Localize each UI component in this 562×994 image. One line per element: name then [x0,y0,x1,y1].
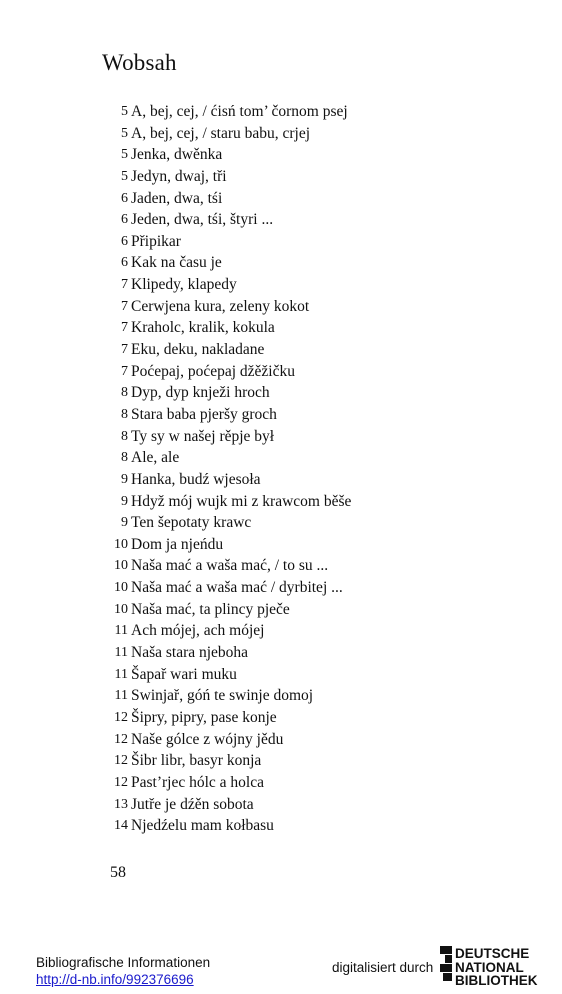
toc-entry [100,426,420,448]
toc-entry [100,729,420,751]
toc-entry-page: 11 [114,688,128,704]
toc-entry [100,815,420,837]
toc-entry-title: Ty sy w našej rěpje był [131,427,275,445]
toc-entry-page: 5 [121,168,128,184]
dnb-logo-line: DEUTSCHE [455,946,530,961]
toc-entry-page: 7 [121,342,128,358]
toc-entry [100,469,420,491]
toc-entry-page: 6 [121,233,128,249]
page-title: Wobsah [102,50,177,75]
toc-entry [100,599,420,621]
toc-entry [100,252,420,274]
toc-entry [100,642,420,664]
dnb-logo-wordmark [455,947,538,988]
toc-entry-page: 9 [121,515,128,531]
toc-entry-title: Šipry, pipry, pase konje [131,708,277,726]
digitized-by-label: digitalisiert durch [332,960,434,975]
toc-entry [100,296,420,318]
table-of-contents [100,101,420,837]
toc-entry-page: 8 [121,428,128,444]
toc-entry [100,664,420,686]
toc-entry-title: Jenka, dwěnka [131,146,223,164]
toc-entry-page: 6 [121,212,128,228]
toc-entry [100,534,420,556]
toc-entry [100,491,420,513]
toc-entry-title: Klipedy, klapedy [131,276,237,294]
toc-entry [100,166,420,188]
toc-entry-title: Ale, ale [131,449,180,467]
toc-entry-page: 12 [114,731,128,747]
toc-entry [100,209,420,231]
toc-entry-title: Šapař wari muku [131,665,237,683]
toc-entry-page: 8 [121,385,128,401]
toc-entry [100,512,420,534]
toc-entry [100,274,420,296]
toc-entry-title: Cerwjena kura, zeleny kokot [131,297,310,315]
dnb-logo-line: BIBLIOTHEK [455,973,538,988]
toc-entry-title: Poćepaj, poćepaj džěžičku [131,362,295,380]
toc-entry [100,750,420,772]
toc-entry-title: A, bej, cej, / ćisń tom’ čornom psej [131,103,348,120]
toc-entry-page: 14 [114,818,128,834]
toc-entry [100,144,420,166]
toc-entry-page: 6 [121,190,128,206]
toc-entry-title: Naša mać a waša mać, / to su ... [131,557,329,575]
toc-entry-page: 12 [114,753,128,769]
dnb-logo [440,946,538,990]
toc-entry-page: 12 [114,709,128,725]
toc-entry-page: 9 [121,493,128,509]
toc-entry [100,794,420,816]
toc-entry-page: 11 [114,623,128,639]
toc-entry-page: 7 [121,277,128,293]
toc-entry [100,317,420,339]
toc-entry-page: 10 [114,558,128,574]
toc-entry [100,620,420,642]
toc-entry-page: 7 [121,298,128,314]
bibliographic-info-label: Bibliografische Informationen [36,955,211,970]
toc-entry-title: Swinjař, góń te swinje domoj [131,687,314,705]
toc-entry-title: A, bej, cej, / staru babu, crjej [131,124,311,142]
toc-entry [100,577,420,599]
toc-entry-title: Naša stara njeboha [131,644,249,662]
toc-entry-title: Jeden, dwa, tśi, štyri ... [131,211,274,229]
toc-entry-page: 10 [114,601,128,617]
toc-entry-title: Naše gólce z wójny jědu [131,730,284,748]
toc-entry [100,101,420,123]
toc-entry [100,685,420,707]
toc-entry-page: 12 [114,774,128,790]
toc-entry-title: Naša mać a waša mać / dyrbitej ... [131,579,343,597]
toc-entry-title: Naša mać, ta plincy pječe [131,600,290,618]
toc-entry-title: Kak na času je [131,254,222,272]
toc-entry [100,123,420,145]
toc-entry-title: Šibr libr, basyr konja [131,752,262,770]
toc-entry-title: Hanka, budź wjesoła [131,470,261,488]
toc-entry-title: Kraholc, kralik, kokula [131,319,275,337]
toc-entry [100,382,420,404]
toc-entry-page: 11 [114,645,128,661]
toc-entry [100,772,420,794]
bibliographic-info-link[interactable]: http://d-nb.info/992376696 [36,972,194,987]
dnb-logo-line: NATIONAL [455,959,524,975]
page-number: 58 [110,864,126,881]
toc-entry-title: Jutře je dźěn sobota [131,795,254,813]
toc-entry-page: 6 [121,255,128,271]
toc-entry-title: Připikar [131,232,181,250]
toc-entry-page: 10 [114,580,128,596]
toc-entry-title: Eku, deku, nakladane [131,341,265,359]
toc-entry-page: 10 [114,536,128,552]
toc-entry-title: Jedyn, dwaj, tři [131,167,227,185]
toc-entry-title: Ach mójej, ach mójej [131,622,265,640]
dnb-logo-bars-icon [440,946,452,990]
toc-entry-page: 5 [121,147,128,163]
bibliographic-info [36,954,210,988]
toc-entry [100,231,420,253]
toc-entry-page: 8 [121,450,128,466]
toc-entry-page: 13 [114,796,128,812]
toc-entry-page: 8 [121,406,128,422]
toc-entry-page: 11 [114,666,128,682]
toc-entry-title: Jaden, dwa, tśi [131,189,223,207]
toc-entry-title: Stara baba pjeršy groch [131,405,277,423]
toc-entry [100,707,420,729]
toc-entry-title: Ten šepotaty krawc [131,514,252,532]
toc-entry-page: 5 [121,125,128,141]
toc-entry [100,361,420,383]
toc-entry [100,188,420,210]
toc-entry-title: Hdyž mój wujk mi z krawcom běše [131,492,352,510]
toc-entry-page: 7 [121,320,128,336]
toc-entry-page: 9 [121,471,128,487]
toc-entry [100,555,420,577]
toc-entry-title: Njedźelu mam kołbasu [131,817,274,835]
toc-entry-title: Past’rjec hólc a holca [131,773,264,791]
toc-entry-page: 5 [121,104,128,119]
toc-entry [100,447,420,469]
toc-entry [100,404,420,426]
toc-entry-title: Dyp, dyp knježi hroch [131,384,270,402]
toc-entry-page: 7 [121,363,128,379]
toc-entry-title: Dom ja njeńdu [131,535,224,553]
toc-entry [100,339,420,361]
